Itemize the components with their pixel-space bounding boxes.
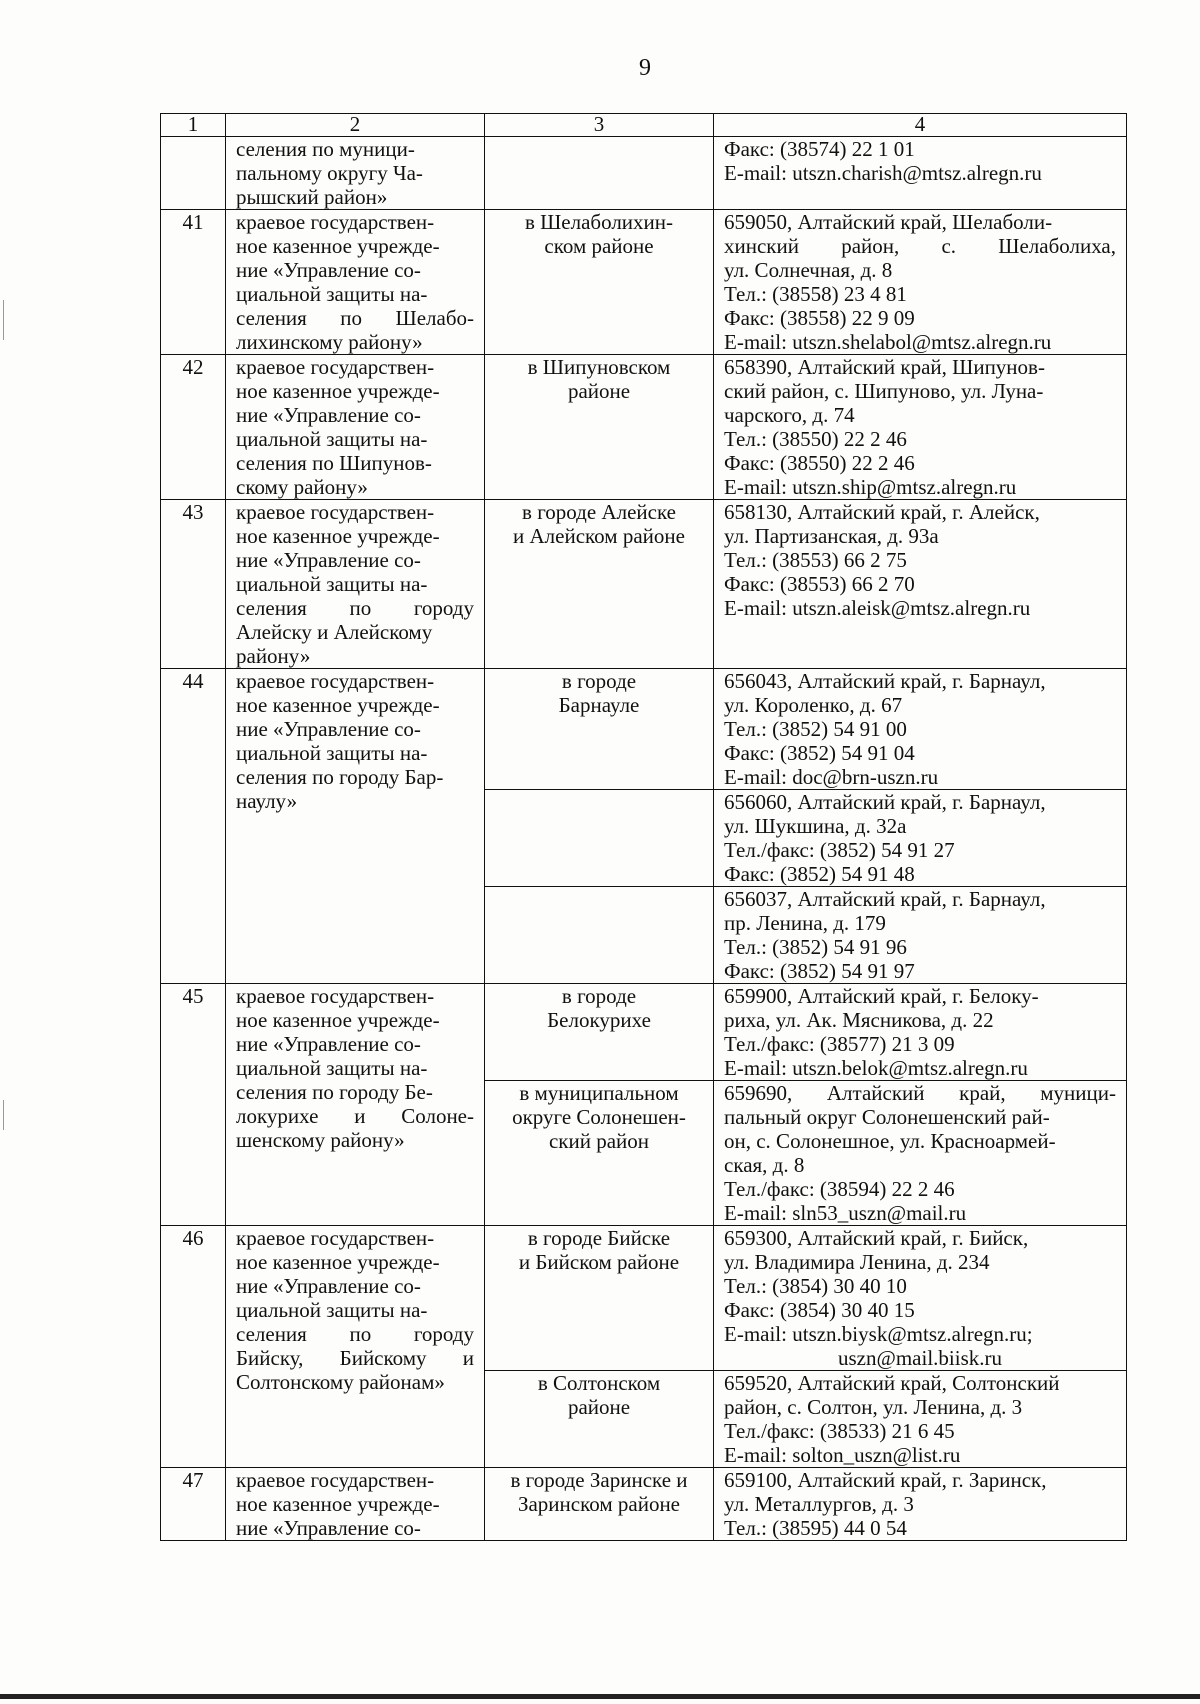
column-header: 4 [714,114,1127,137]
territory-cell [485,355,714,500]
territory-line: в городе Алейске [522,500,676,524]
table-row [161,669,1127,790]
contact-line: ул. Владимира Ленина, д. 234 [724,1250,990,1274]
contact-line: Факс: (38553) 66 2 70 [724,572,915,596]
contact-line: Тел.: (38553) 66 2 75 [724,548,907,572]
contacts-cell [714,1226,1127,1371]
institution-name-line: ное казенное учрежде- [236,524,440,548]
territory-line: в Шипуновском [527,355,671,379]
territory-line: Заринском районе [517,1492,681,1516]
institution-name-line: ние «Управление со- [236,717,421,741]
row-number: 44 [161,669,226,984]
territory-cell [485,984,714,1081]
contact-line: 659520, Алтайский край, Солтонский [724,1371,1060,1395]
scan-edge-mark [3,1100,4,1130]
institution-name-line: ние «Управление со- [236,258,421,282]
contact-line: чарского, д. 74 [724,403,855,427]
institution-name [226,669,485,984]
contact-line: E-mail: utszn.biysk@mtsz.alregn.ru; [724,1322,1033,1346]
institution-name-line: ние «Управление со- [236,548,421,572]
row-number: 42 [161,355,226,500]
contact-line: ская, д. 8 [724,1153,805,1177]
contact-line: E-mail: utszn.ship@mtsz.alregn.ru [724,475,1017,499]
territory-cell [485,1226,714,1371]
contacts-cell [714,210,1127,355]
row-number: 43 [161,500,226,669]
contact-line: E-mail: utszn.belok@mtsz.alregn.ru [724,1056,1028,1080]
contact-line: Тел.: (3852) 54 91 96 [724,935,907,959]
institution-name-line: циальной защиты на- [236,1298,428,1322]
territory-line: в городе Бийске [527,1226,671,1250]
contact-line: риха, ул. Ак. Мясникова, д. 22 [724,1008,994,1032]
contact-line: Тел.: (3854) 30 40 10 [724,1274,907,1298]
territory-cell [485,790,714,887]
territory-line: в Шелаболихин- [524,210,674,234]
contacts-cell [714,790,1127,887]
territory-line: в муниципальном [519,1081,679,1105]
territory-cell [485,669,714,790]
contact-line: 656043, Алтайский край, г. Барнаул, [724,669,1046,693]
contact-line: он, с. Солонешное, ул. Красноармей- [724,1129,1056,1153]
institution-name [226,210,485,355]
institution-name-line: краевое государствен- [236,500,435,524]
institution-name-line: наулу» [236,789,298,813]
institution-name-line: селения по городу [236,1322,474,1346]
contacts-cell [714,1371,1127,1468]
institution-name-line: краевое государствен- [236,1468,435,1492]
institution-name-line: селения по муници- [236,137,415,161]
contact-line: E-mail: sln53_uszn@mail.ru [724,1201,967,1225]
contacts-cell [714,1081,1127,1226]
contact-line: E-mail: utszn.shelabol@mtsz.alregn.ru [724,330,1052,354]
institution-name-line: селения по городу [236,596,474,620]
contact-line: 659690, Алтайский край, муници- [724,1081,1116,1105]
contact-line: 659050, Алтайский край, Шелаболи- [724,210,1053,234]
territory-cell [485,1371,714,1468]
contact-line: ул. Шукшина, д. 32а [724,814,907,838]
contact-line: ул. Короленко, д. 67 [724,693,903,717]
institutions-table [160,113,1127,1541]
territory-cell [485,210,714,355]
contacts-cell [714,984,1127,1081]
contact-line: ский район, с. Шипуново, ул. Луна- [724,379,1044,403]
contact-line: E-mail: solton_uszn@list.ru [724,1443,961,1467]
institution-name-line: пальному округу Ча- [236,161,423,185]
table-body [161,137,1127,1541]
contact-line: Факс: (3852) 54 91 97 [724,959,915,983]
contact-line: Тел./факс: (3852) 54 91 27 [724,838,955,862]
institution-name-line: ное казенное учрежде- [236,379,440,403]
territory-line: округе Солонешен- [512,1105,686,1129]
table-row [161,355,1127,500]
institution-name-line: ние «Управление со- [236,1516,421,1540]
territory-cell [485,1081,714,1226]
institution-name-line: ное казенное учрежде- [236,693,440,717]
territory-line: в Солтонском [537,1371,661,1395]
territory-cell [485,1468,714,1541]
contacts-cell [714,887,1127,984]
contacts-cell [714,500,1127,669]
institution-name-line: Солтонскому районам» [236,1370,445,1394]
territory-line: Белокурихе [547,1008,651,1032]
table-row [161,500,1127,669]
row-number: 47 [161,1468,226,1541]
column-header: 3 [485,114,714,137]
institution-name-line: селения по Шипунов- [236,451,432,475]
contact-line: Тел.: (38558) 23 4 81 [724,282,907,306]
contact-line: Тел./факс: (38577) 21 3 09 [724,1032,955,1056]
row-number: 45 [161,984,226,1226]
territory-line: районе [567,379,631,403]
territory-line: Барнауле [558,693,640,717]
contact-line: E-mail: doc@brn-uszn.ru [724,765,939,789]
institution-name-line: циальной защиты на- [236,572,428,596]
contact-line: 659300, Алтайский край, г. Бийск, [724,1226,1029,1250]
contact-line: Факс: (38574) 22 1 01 [724,137,915,161]
contact-line: uszn@mail.biisk.ru [838,1346,1002,1370]
contacts-cell [714,355,1127,500]
contact-line: Тел./факс: (38533) 21 6 45 [724,1419,955,1443]
contact-line: 658390, Алтайский край, Шипунов- [724,355,1045,379]
institution-name-line: ное казенное учрежде- [236,234,440,258]
contact-line: E-mail: utszn.charish@mtsz.alregn.ru [724,161,1042,185]
contact-line: Факс: (38550) 22 2 46 [724,451,915,475]
institution-name-line: ное казенное учрежде- [236,1250,440,1274]
contacts-cell [714,1468,1127,1541]
contact-line: 656037, Алтайский край, г. Барнаул, [724,887,1046,911]
table-row [161,210,1127,355]
institution-name-line: Бийску, Бийскому и [236,1346,474,1370]
institution-name-line: шенскому району» [236,1128,405,1152]
contact-line: E-mail: utszn.aleisk@mtsz.alregn.ru [724,596,1031,620]
table-row [161,1226,1127,1371]
territory-line: и Бийском районе [518,1250,680,1274]
institution-name-line: циальной защиты на- [236,282,428,306]
institution-name [226,355,485,500]
institution-name-line: рышский район» [236,185,388,209]
contact-line: Факс: (3854) 30 40 15 [724,1298,915,1322]
institution-name-line: циальной защиты на- [236,1056,428,1080]
institution-name [226,137,485,210]
institution-name-line: циальной защиты на- [236,741,428,765]
territory-cell [485,887,714,984]
contact-line: ул. Солнечная, д. 8 [724,258,893,282]
scan-edge-mark [3,300,4,340]
row-number: 46 [161,1226,226,1468]
territory-line: в городе Заринске и [510,1468,688,1492]
contact-line: Факс: (3852) 54 91 48 [724,862,915,886]
territory-line: в городе [561,669,637,693]
institution-name [226,984,485,1226]
institution-name-line: ние «Управление со- [236,1274,421,1298]
institution-name-line: краевое государствен- [236,210,435,234]
institution-name-line: ние «Управление со- [236,403,421,427]
column-header: 2 [226,114,485,137]
contact-line: Факс: (3852) 54 91 04 [724,741,915,765]
institution-name-line: локурихе и Солоне- [236,1104,474,1128]
contact-line: Тел.: (38595) 44 0 54 [724,1516,907,1540]
contact-line: хинский район, с. Шелаболиха, [724,234,1116,258]
institution-name-line: селения по городу Бе- [236,1080,433,1104]
institution-name-line: району» [236,644,311,668]
institution-name-line: селения по Шелабо- [236,306,474,330]
contact-line: 659900, Алтайский край, г. Белоку- [724,984,1039,1008]
contact-line: пр. Ленина, д. 179 [724,911,886,935]
contact-line: 656060, Алтайский край, г. Барнаул, [724,790,1046,814]
column-header: 1 [161,114,226,137]
institution-name-line: краевое государствен- [236,1226,435,1250]
contact-line: Факс: (38558) 22 9 09 [724,306,915,330]
row-number [161,137,226,210]
contacts-cell [714,137,1127,210]
institution-name-line: краевое государствен- [236,669,435,693]
page-number: 9 [639,55,651,81]
contact-line: 659100, Алтайский край, г. Заринск, [724,1468,1047,1492]
territory-line: и Алейском районе [513,524,685,548]
table-row [161,1468,1127,1541]
territory-line: районе [567,1395,631,1419]
institution-name-line: лихинскому району» [236,330,423,354]
table-header-row [161,114,1127,137]
scan-bottom-border [0,1694,1200,1699]
institution-name [226,1468,485,1541]
institution-name-line: ние «Управление со- [236,1032,421,1056]
institution-name-line: Алейску и Алейскому [236,620,433,644]
institution-name-line: ное казенное учрежде- [236,1492,440,1516]
territory-line: ском районе [544,234,654,258]
contacts-cell [714,669,1127,790]
institution-name-line: циальной защиты на- [236,427,428,451]
institution-name-line: селения по городу Бар- [236,765,444,789]
contact-line: Тел.: (38550) 22 2 46 [724,427,907,451]
institution-name-line: краевое государствен- [236,984,435,1008]
contact-line: Тел.: (3852) 54 91 00 [724,717,907,741]
institution-name-line: краевое государствен- [236,355,435,379]
territory-line: ский район [548,1129,650,1153]
row-number: 41 [161,210,226,355]
territory-cell [485,137,714,210]
institution-name [226,500,485,669]
institution-name-line: скому району» [236,475,368,499]
contact-line: 658130, Алтайский край, г. Алейск, [724,500,1040,524]
contact-line: Тел./факс: (38594) 22 2 46 [724,1177,955,1201]
contact-line: ул. Металлургов, д. 3 [724,1492,914,1516]
contact-line: пальный округ Солонешенский рай- [724,1105,1050,1129]
contact-line: район, с. Солтон, ул. Ленина, д. 3 [724,1395,1023,1419]
table-row [161,137,1127,210]
table-row [161,984,1127,1081]
institution-name-line: ное казенное учрежде- [236,1008,440,1032]
territory-line: в городе [561,984,637,1008]
contact-line: ул. Партизанская, д. 93а [724,524,939,548]
territory-cell [485,500,714,669]
institution-name [226,1226,485,1468]
